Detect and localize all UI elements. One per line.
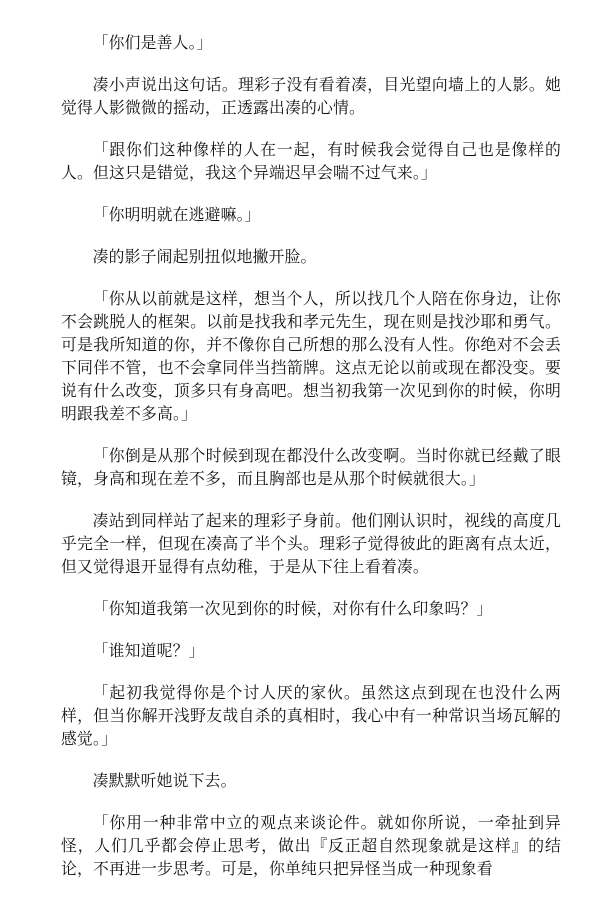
paragraph-1: 「你们是善人。」 (92, 33, 213, 52)
paragraph-3: 「跟你们这种像样的人在一起，有时候我会觉得自己也是像样的人。但这只是错觉，我这个异端迟早会喘不过气来。」 (61, 140, 561, 182)
paragraph-8: 凑站到同样站了起来的理彩子身前。他们刚认识时，视线的高度几乎完全一样，但现在凑高了半个头。理彩子觉得彼此的距离有点太近，但又觉得退开显得有点幼稚，于是从下往上看着凑。 (61, 511, 561, 576)
paragraph-10: 「谁知道呢？」 (92, 641, 205, 660)
paragraph-11: 「起初我觉得你是个讨人厌的家伙。虽然这点到现在也没什么两样，但当你解开浅野友哉自杀的真相时，我心中有一种常识当场瓦解的感觉。」 (61, 683, 561, 748)
paragraph-7: 「你倒是从那个时候到现在都没什么改变啊。当时你就已经戴了眼镜，身高和现在差不多，而且胸部也是从那个时候就很大。」 (61, 446, 561, 488)
paragraph-6: 「你从以前就是这样，想当个人，所以找几个人陪在你身边，让你不会跳脱人的框架。以前是找我和孝元先生，现在则是找沙耶和勇气。可是我所知道的你，并不像你自己所想的那么没有人性。你绝对不会丢下同伴不管，也不会拿同伴当挡箭牌。这点无论以前或现在都没变。要说有什么改变，顶多只有身高吧。想当初我第一次见到你的时候，你明明跟我差不多高。」 (61, 289, 561, 423)
document-page (61, 31, 561, 899)
paragraph-4: 「你明明就在逃避嘛。」 (92, 205, 261, 224)
paragraph-5: 凑的影子闹起别扭似地撇开脸。 (92, 247, 317, 266)
paragraph-12: 凑默默听她说下去。 (92, 771, 237, 790)
paragraph-2: 凑小声说出这句话。理彩子没有看着凑，目光望向墙上的人影。她觉得人影微微的摇动，正透露出凑的心情。 (61, 75, 561, 117)
paragraph-13: 「你用一种非常中立的观点来谈论件。就如你所说，一牵扯到异怪，人们几乎都会停止思考，做出『反正超自然现象就是这样』的结论，不再进一步思考。可是，你单纯只把异怪当成一种现象看 (61, 813, 561, 878)
paragraph-9: 「你知道我第一次见到你的时候，对你有什么印象吗？」 (92, 599, 493, 618)
